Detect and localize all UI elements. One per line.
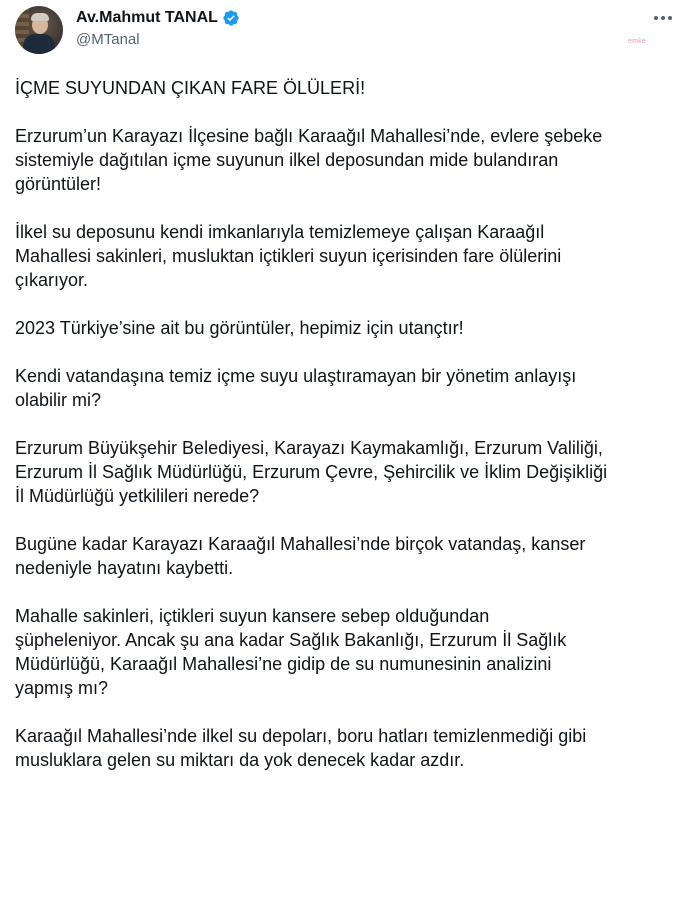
- avatar-suit: [23, 34, 55, 54]
- more-options-icon[interactable]: [651, 8, 675, 28]
- author-handle[interactable]: @MTanal: [76, 31, 140, 48]
- tweet-paragraph: Erzurum Büyükşehir Belediyesi, Karayazı Kaymakamlığı, Erzurum Valiliği, Erzurum İl Sağlık Müdürlüğü, Erzurum Çevre, Şehircilik ve İklim Değişikliği İl Müdürlüğü yetkilileri nerede?: [15, 438, 608, 506]
- avatar[interactable]: [15, 6, 63, 54]
- tweet-paragraph: İlkel su deposunu kendi imkanlarıyla temizlemeye çalışan Karaağıl Mahallesi sakinleri, musluktan içtikleri suyun içerisinden fare ölülerini çıkarıyor.: [15, 222, 562, 290]
- author-name-row: [76, 8, 240, 28]
- more-dot: [654, 16, 658, 20]
- tweet-paragraph: Kendi vatandaşına temiz içme suyu ulaştıramayan bir yönetim anlayışı olabilir mi?: [15, 366, 577, 410]
- tweet-paragraph: 2023 Türkiye’sine ait bu görüntüler, hepimiz için utançtır!: [15, 318, 464, 338]
- author-display-name[interactable]: Av.Mahmut TANAL: [76, 9, 218, 26]
- tweet-text: [15, 76, 679, 772]
- tweet-paragraph: İÇME SUYUNDAN ÇIKAN FARE ÖLÜLERİ!: [15, 78, 366, 98]
- watermark: emke: [628, 38, 646, 45]
- more-dot: [661, 16, 665, 20]
- avatar-hair: [31, 13, 49, 21]
- more-dot: [668, 16, 672, 20]
- tweet-paragraph: Erzurum’un Karayazı İlçesine bağlı Karaağıl Mahallesi’nde, evlere şebeke sistemiyle dağıtılan içme suyunun ilkel deposundan mide bulandıran görüntüler!: [15, 126, 603, 194]
- tweet-paragraph: Bugüne kadar Karayazı Karaağıl Mahallesi’nde birçok vatandaş, kanser nedeniyle hayatını kaybetti.: [15, 534, 586, 578]
- verified-badge-icon: [222, 9, 240, 27]
- tweet-paragraph: Mahalle sakinleri, içtikleri suyun kansere sebep olduğundan şüpheleniyor. Ancak şu ana kadar Sağlık Bakanlığı, Erzurum İl Sağlık Müdürlüğü, Karaağıl Mahallesi’ne gidip de su numunesinin analizini yapmış mı?: [15, 606, 567, 698]
- tweet-paragraph: Karaağıl Mahallesi’nde ilkel su depoları, boru hatları temizlenmediği gibi musluklara gelen su miktarı da yok denecek kadar azdır.: [15, 726, 587, 770]
